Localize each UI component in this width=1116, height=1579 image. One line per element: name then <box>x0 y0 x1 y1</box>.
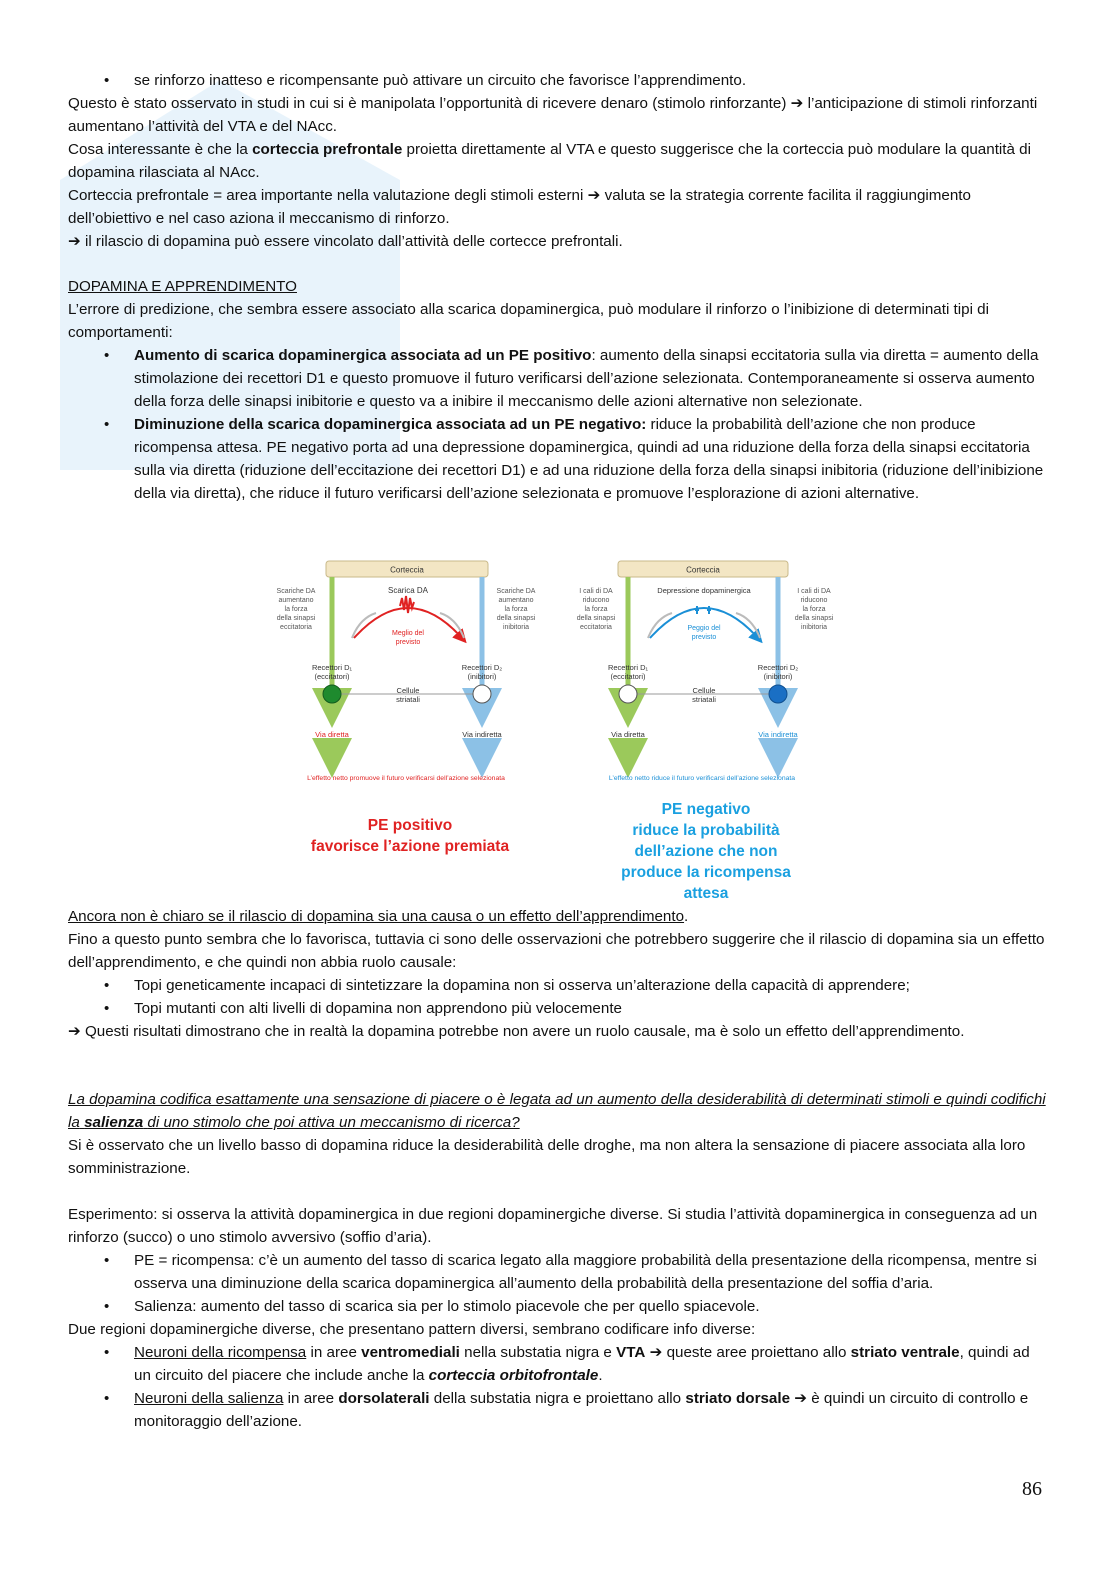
section-salienza <box>68 1088 1050 1433</box>
question-heading: La dopamina codifica esattamente una sensazione di piacere o è legata ad un aumento della desiderabilità di determinati stimoli e quindi codifichi la salienza di uno stimolo che poi attiva un meccanismo di ricerca? <box>68 1091 1046 1131</box>
receptor-d1-label: Recettori D₁ (eccitatori) <box>607 663 649 681</box>
side-note-left: I cali di DA riducono la forza della sinapsi eccitatoria <box>576 588 616 631</box>
section-heading: DOPAMINA E APPRENDIMENTO <box>68 278 297 295</box>
paragraph: Si è osservato che un livello basso di dopamina riduce la desiderabilità delle droghe, ma non altera la sensazione di piacere associata alla loro somministrazione. <box>68 1137 1026 1177</box>
paragraph: Esperimento: si osserva la attività dopaminergica in due regioni dopaminergiche diverse. Si studia l’attività dopaminergica in conseguenza ad un rinforzo (succo) o uno stimolo avversivo (soffio d’aria). <box>68 1206 1038 1246</box>
center-label: Scarica DA <box>387 586 429 595</box>
arrow-right-icon: ➔ <box>587 187 601 204</box>
receptor-d2-label: Recettori D₂ (inibitori) <box>461 663 503 681</box>
receptor-d2-label: Recettori D₂ (inibitori) <box>757 663 799 681</box>
via-diretta-label: Via diretta <box>611 730 645 739</box>
center-label: Depressione dopaminergica <box>657 586 751 595</box>
arrow-right-icon: ➔ <box>68 1023 81 1040</box>
cortex-label: Corteccia <box>390 565 424 575</box>
paragraph: ➔ il rilascio di dopamina può essere vincolato dall’attività delle cortecce prefrontali. <box>68 233 623 250</box>
side-note-left: Scariche DA aumentano la forza della sinapsi eccitatoria <box>276 588 316 631</box>
paragraph: Fino a questo punto sembra che lo favorisca, tuttavia ci sono delle osservazioni che potrebbero suggerire che il rilascio di dopamina sia un effetto dell’apprendimento, e che quindi non abbia ruolo causale: <box>68 931 1045 971</box>
paragraph: Corteccia prefrontale = area importante nella valutazione degli stimoli esterni ➔ valuta se la strategia corrente facilita il raggiungimento dell’obiettivo e nel caso aziona il meccanismo di rinforzo. <box>68 187 971 227</box>
arrow-right-icon: ➔ <box>68 233 81 250</box>
list-item: • Neuroni della ricompensa in aree ventromediali nella substatia nigra e VTA ➔ queste aree proiettano allo striato ventrale, quindi ad un circuito del piacere che include anche la corteccia orbitofrontale. <box>134 1341 1050 1387</box>
list-item: • PE = ricompensa: c’è un aumento del tasso di scarica legato alla maggiore probabilità della presentazione della ricompensa, mentre si osserva una diminuzione della scarica dopaminergica all’aumento della probabilità della presentazione del soffia d’aria. <box>134 1249 1050 1295</box>
receptor-d1-label: Recettori D₁ (eccitatori) <box>311 663 353 681</box>
spike-icon <box>400 596 414 613</box>
paragraph: Cosa interessante è che la corteccia prefrontale proietta direttamente al VTA e questo suggerisce che la corteccia può modulare la quantità di dopamina rilasciata al NAcc. <box>68 141 1032 181</box>
dopamine-pe-figure <box>268 558 842 904</box>
caption-pe-positivo: PE positivo favorisce l’azione premiata <box>310 817 510 855</box>
list-item: • Aumento di scarica dopaminergica associata ad un PE positivo: aumento della sinapsi eccitatoria sulla via diretta = aumento della stimolazione dei recettori D1 e questo promuove il futuro verificarsi dell’azione selezionata. Contemporaneamente si osserva aumento della forza delle sinapsi inibitorie e questo va a inibire il meccanismo delle azioni alternative non selezionate. <box>134 344 1050 413</box>
cells-label: Cellule striatali <box>396 686 420 704</box>
section-heading: Ancora non è chiaro se il rilascio di dopamina sia una causa o un effetto dell’apprendimento <box>68 908 685 925</box>
section-causa-effetto <box>68 905 1050 1043</box>
paragraph: Questo è stato osservato in studi in cui si è manipolata l’opportunità di ricevere denaro (stimolo rinforzante) ➔ l’anticipazione di stimoli rinforzanti aumentano l’attività del VTA e del NAcc. <box>68 95 1038 135</box>
side-note-right: Scariche DA aumentano la forza della sinapsi inibitoria <box>496 588 536 631</box>
list-item: • Diminuzione della scarica dopaminergica associata ad un PE negativo: riduce la probabilità dell’azione che non produce ricompensa attesa. PE negativo porta ad una depressione dopaminergica, quindi ad una riduzione della forza della sinapsi eccitatoria sulla via diretta (riduzione dell’eccitazione dei recettori D1) e ad una riduzione della forza della sinapsi inibitoria (riduzione dell’inibizione della via diretta), che riduce il futuro verificarsi dell’azione selezionata e promuove l’esplorazione di azioni alternative. <box>134 413 1050 505</box>
list-item: • Topi geneticamente incapaci di sintetizzare la dopamina non si osserva un’alterazione della capacità di apprendere; <box>134 974 1050 997</box>
paragraph: Ancora non è chiaro se il rilascio di dopamina sia una causa o un effetto dell’apprendimento. <box>68 908 689 925</box>
caption-pe-negativo: PE negativo riduce la probabilità dell’azione che non produce la ricompensa attesa <box>621 801 791 902</box>
list-item: • Topi mutanti con alti livelli di dopamina non apprendono più velocemente <box>134 997 1050 1020</box>
section-dopamina-apprendimento <box>68 275 1050 505</box>
d1-cell-icon <box>323 685 341 703</box>
d2-cell-icon <box>769 685 787 703</box>
arrow-right-icon: ➔ <box>794 1390 808 1407</box>
paragraph: ➔ Questi risultati dimostrano che in realtà la dopamina potrebbe non avere un ruolo causale, ma è solo un effetto dell’apprendimento. <box>68 1023 965 1040</box>
paragraph: Due regioni dopaminergiche diverse, che presentano pattern diversi, sembrano codificare info diverse: <box>68 1321 756 1338</box>
arrow-right-icon: ➔ <box>790 95 804 112</box>
via-diretta-label: Via diretta <box>315 730 349 739</box>
cortex-label: Corteccia <box>686 565 720 575</box>
effect-note: L’effetto netto riduce il futuro verificarsi dell’azione selezionata <box>608 775 796 782</box>
effect-note: L’effetto netto promuove il futuro verificarsi dell’azione selezionata <box>307 775 505 782</box>
list-item: • Salienza: aumento del tasso di scarica sia per lo stimolo piacevole che per quello spiacevole. <box>134 1295 1050 1318</box>
list-item: • se rinforzo inatteso e ricompensante può attivare un circuito che favorisce l’apprendimento. <box>134 69 1050 92</box>
side-note-right: I cali di DA riducono la forza della sinapsi inibitoria <box>794 588 834 631</box>
page-number: 86 <box>1022 1478 1042 1500</box>
list-item: • Neuroni della salienza in aree dorsolaterali della substatia nigra e proiettano allo striato dorsale ➔ è quindi un circuito di controllo e monitoraggio dell’azione. <box>134 1387 1050 1433</box>
right-panel <box>577 561 834 902</box>
left-panel <box>277 561 536 855</box>
via-indiretta-label: Via indiretta <box>758 730 798 739</box>
d1-cell-icon <box>619 685 637 703</box>
arrow-right-icon: ➔ <box>649 1344 663 1361</box>
block-intro <box>68 69 1050 253</box>
center-note: Peggio del previsto <box>687 625 721 641</box>
center-note: Meglio del previsto <box>392 630 424 646</box>
d2-cell-icon <box>473 685 491 703</box>
cells-label: Cellule striatali <box>692 686 716 704</box>
paragraph: L’errore di predizione, che sembra essere associato alla scarica dopaminergica, può modulare il rinforzo o l’inibizione di determinati tipi di comportamenti: <box>68 301 990 341</box>
via-indiretta-label: Via indiretta <box>462 730 502 739</box>
